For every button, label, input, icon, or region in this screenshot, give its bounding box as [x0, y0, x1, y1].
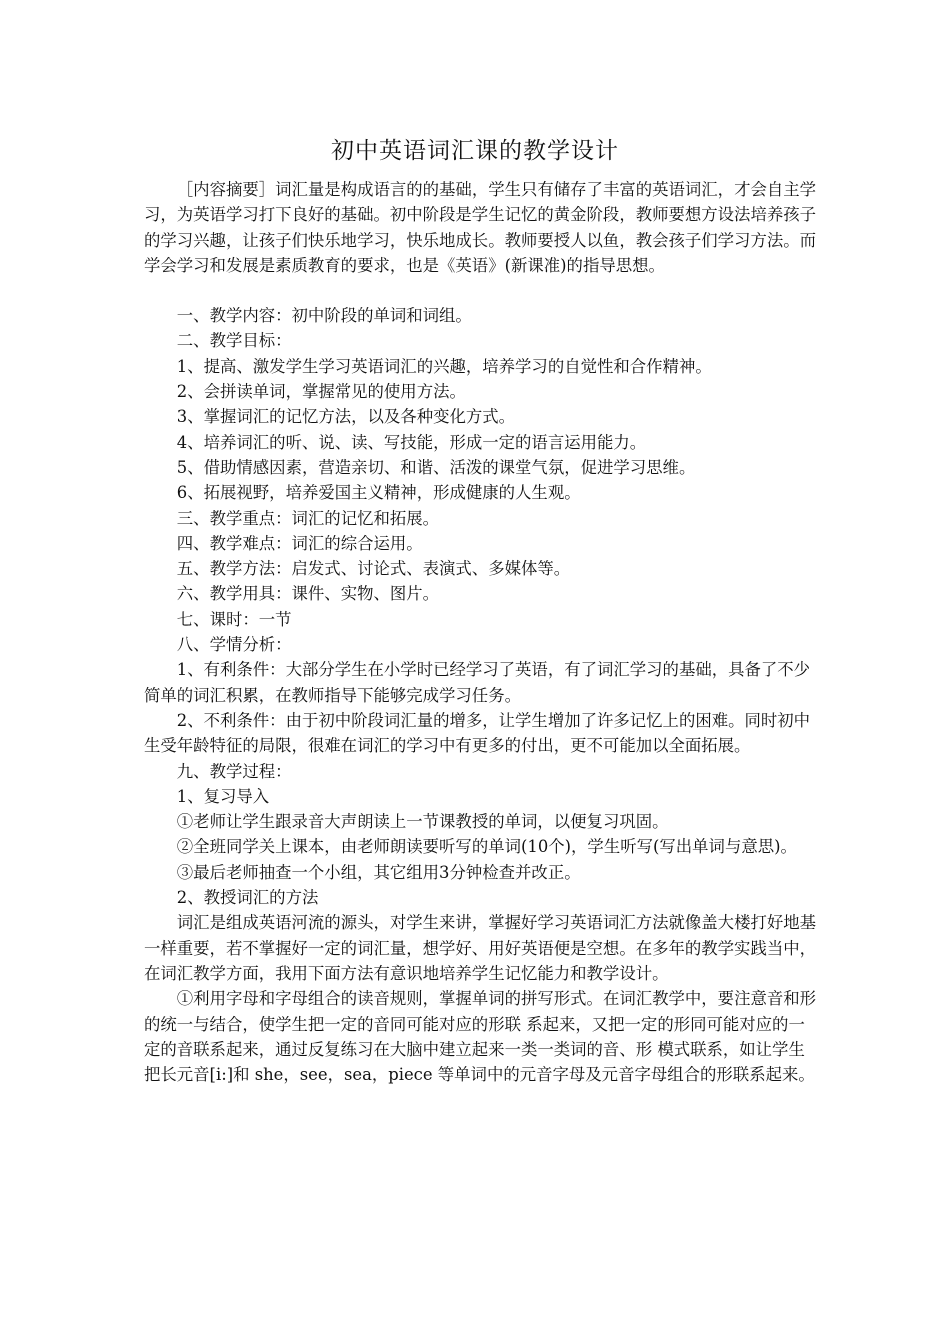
section-heading: 三、教学重点：词汇的记忆和拓展。 [176, 508, 440, 528]
subsection-heading: 2、教授词汇的方法 [176, 888, 319, 908]
section-heading: 五、教学方法：启发式、讨论式、表演式、多媒体等。 [176, 559, 571, 579]
abstract-paragraph: ［内容摘要］词汇量是构成语言的的基础，学生只有储存了丰富的英语词汇，才会自主学习，为英语学习打下良好的基础。初中阶段是学生记忆的黄金阶段，教师要想方设法培养孩子的学习兴趣，让孩子们快乐地学习，快乐地成长。教师要授人以鱼，教会孩子们学习方法。而学会学习和发展是素质教育的要求，也是《英语》(新课准)的指导思想。 [144, 180, 817, 275]
document-title: 初中英语词汇课的教学设计 [331, 138, 619, 164]
section-heading: 七、课时：一节 [176, 609, 292, 629]
document-body [144, 177, 820, 1087]
subsection-heading: 1、复习导入 [176, 786, 270, 806]
list-item: 4、培养词汇的听、说、读、写技能，形成一定的语言运用能力。 [176, 432, 647, 452]
list-item: 2、会拼读单词，掌握常见的使用方法。 [176, 382, 466, 402]
body-paragraph: ①利用字母和字母组合的读音规则，掌握单词的拼写形式。在词汇教学中，要注意音和形的统一与结合，使学生把一定的音同可能对应的形联 系起来，又把一定的形同可能对应的一定的音联系起来，通过反复练习在大脑中建立起来一类一类词的音、形 模式联系，如让学生把长元音[i:]和 she，see，sea，piece 等单词中的元音字母及元音字母组合的形联系起来。 [144, 989, 817, 1085]
body-paragraph: 词汇是组成英语河流的源头，对学生来讲，掌握好学习英语词汇方法就像盖大楼打好地基一样重要，若不掌握好一定的词汇量，想学好、用好英语便是空想。在多年的教学实践当中，在词汇教学方面，我用下面方法有意识地培养学生记忆能力和教学设计。 [144, 913, 817, 983]
section-heading: 二、教学目标： [176, 331, 292, 351]
body-paragraph: 1、有利条件：大部分学生在小学时已经学习了英语，有了词汇学习的基础，具备了不少简单的词汇积累，在教师指导下能够完成学习任务。 [144, 660, 811, 705]
list-item: 6、拓展视野，培养爱国主义精神，形成健康的人生观。 [176, 483, 581, 503]
section-heading: 九、教学过程： [176, 761, 292, 781]
list-item: ③最后老师抽查一个小组，其它组用3分钟检查并改正。 [176, 862, 581, 882]
list-item: ①老师让学生跟录音大声朗读上一节课教授的单词，以便复习巩固。 [176, 812, 669, 832]
section-heading: 四、教学难点：词汇的综合运用。 [176, 533, 423, 553]
section-heading: 一、教学内容：初中阶段的单词和词组。 [176, 306, 472, 326]
body-paragraph: 2、不利条件：由于初中阶段词汇量的增多，让学生增加了许多记忆上的困难。同时初中生受年龄特征的局限，很难在词汇的学习中有更多的付出，更不可能加以全面拓展。 [144, 710, 811, 756]
list-item: 1、提高、激发学生学习英语词汇的兴趣，培养学习的自觉性和合作精神。 [176, 356, 712, 376]
section-heading: 八、学情分析： [176, 635, 292, 655]
section-heading: 六、教学用具：课件、实物、图片。 [176, 584, 440, 604]
list-item: ②全班同学关上课本，由老师朗读要听写的单词(10个)，学生听写(写出单词与意思)。 [176, 837, 797, 857]
list-item: 3、掌握词汇的记忆方法，以及各种变化方式。 [176, 407, 516, 427]
list-item: 5、借助情感因素，营造亲切、和谐、活泼的课堂气氛，促进学习思维。 [176, 457, 696, 477]
